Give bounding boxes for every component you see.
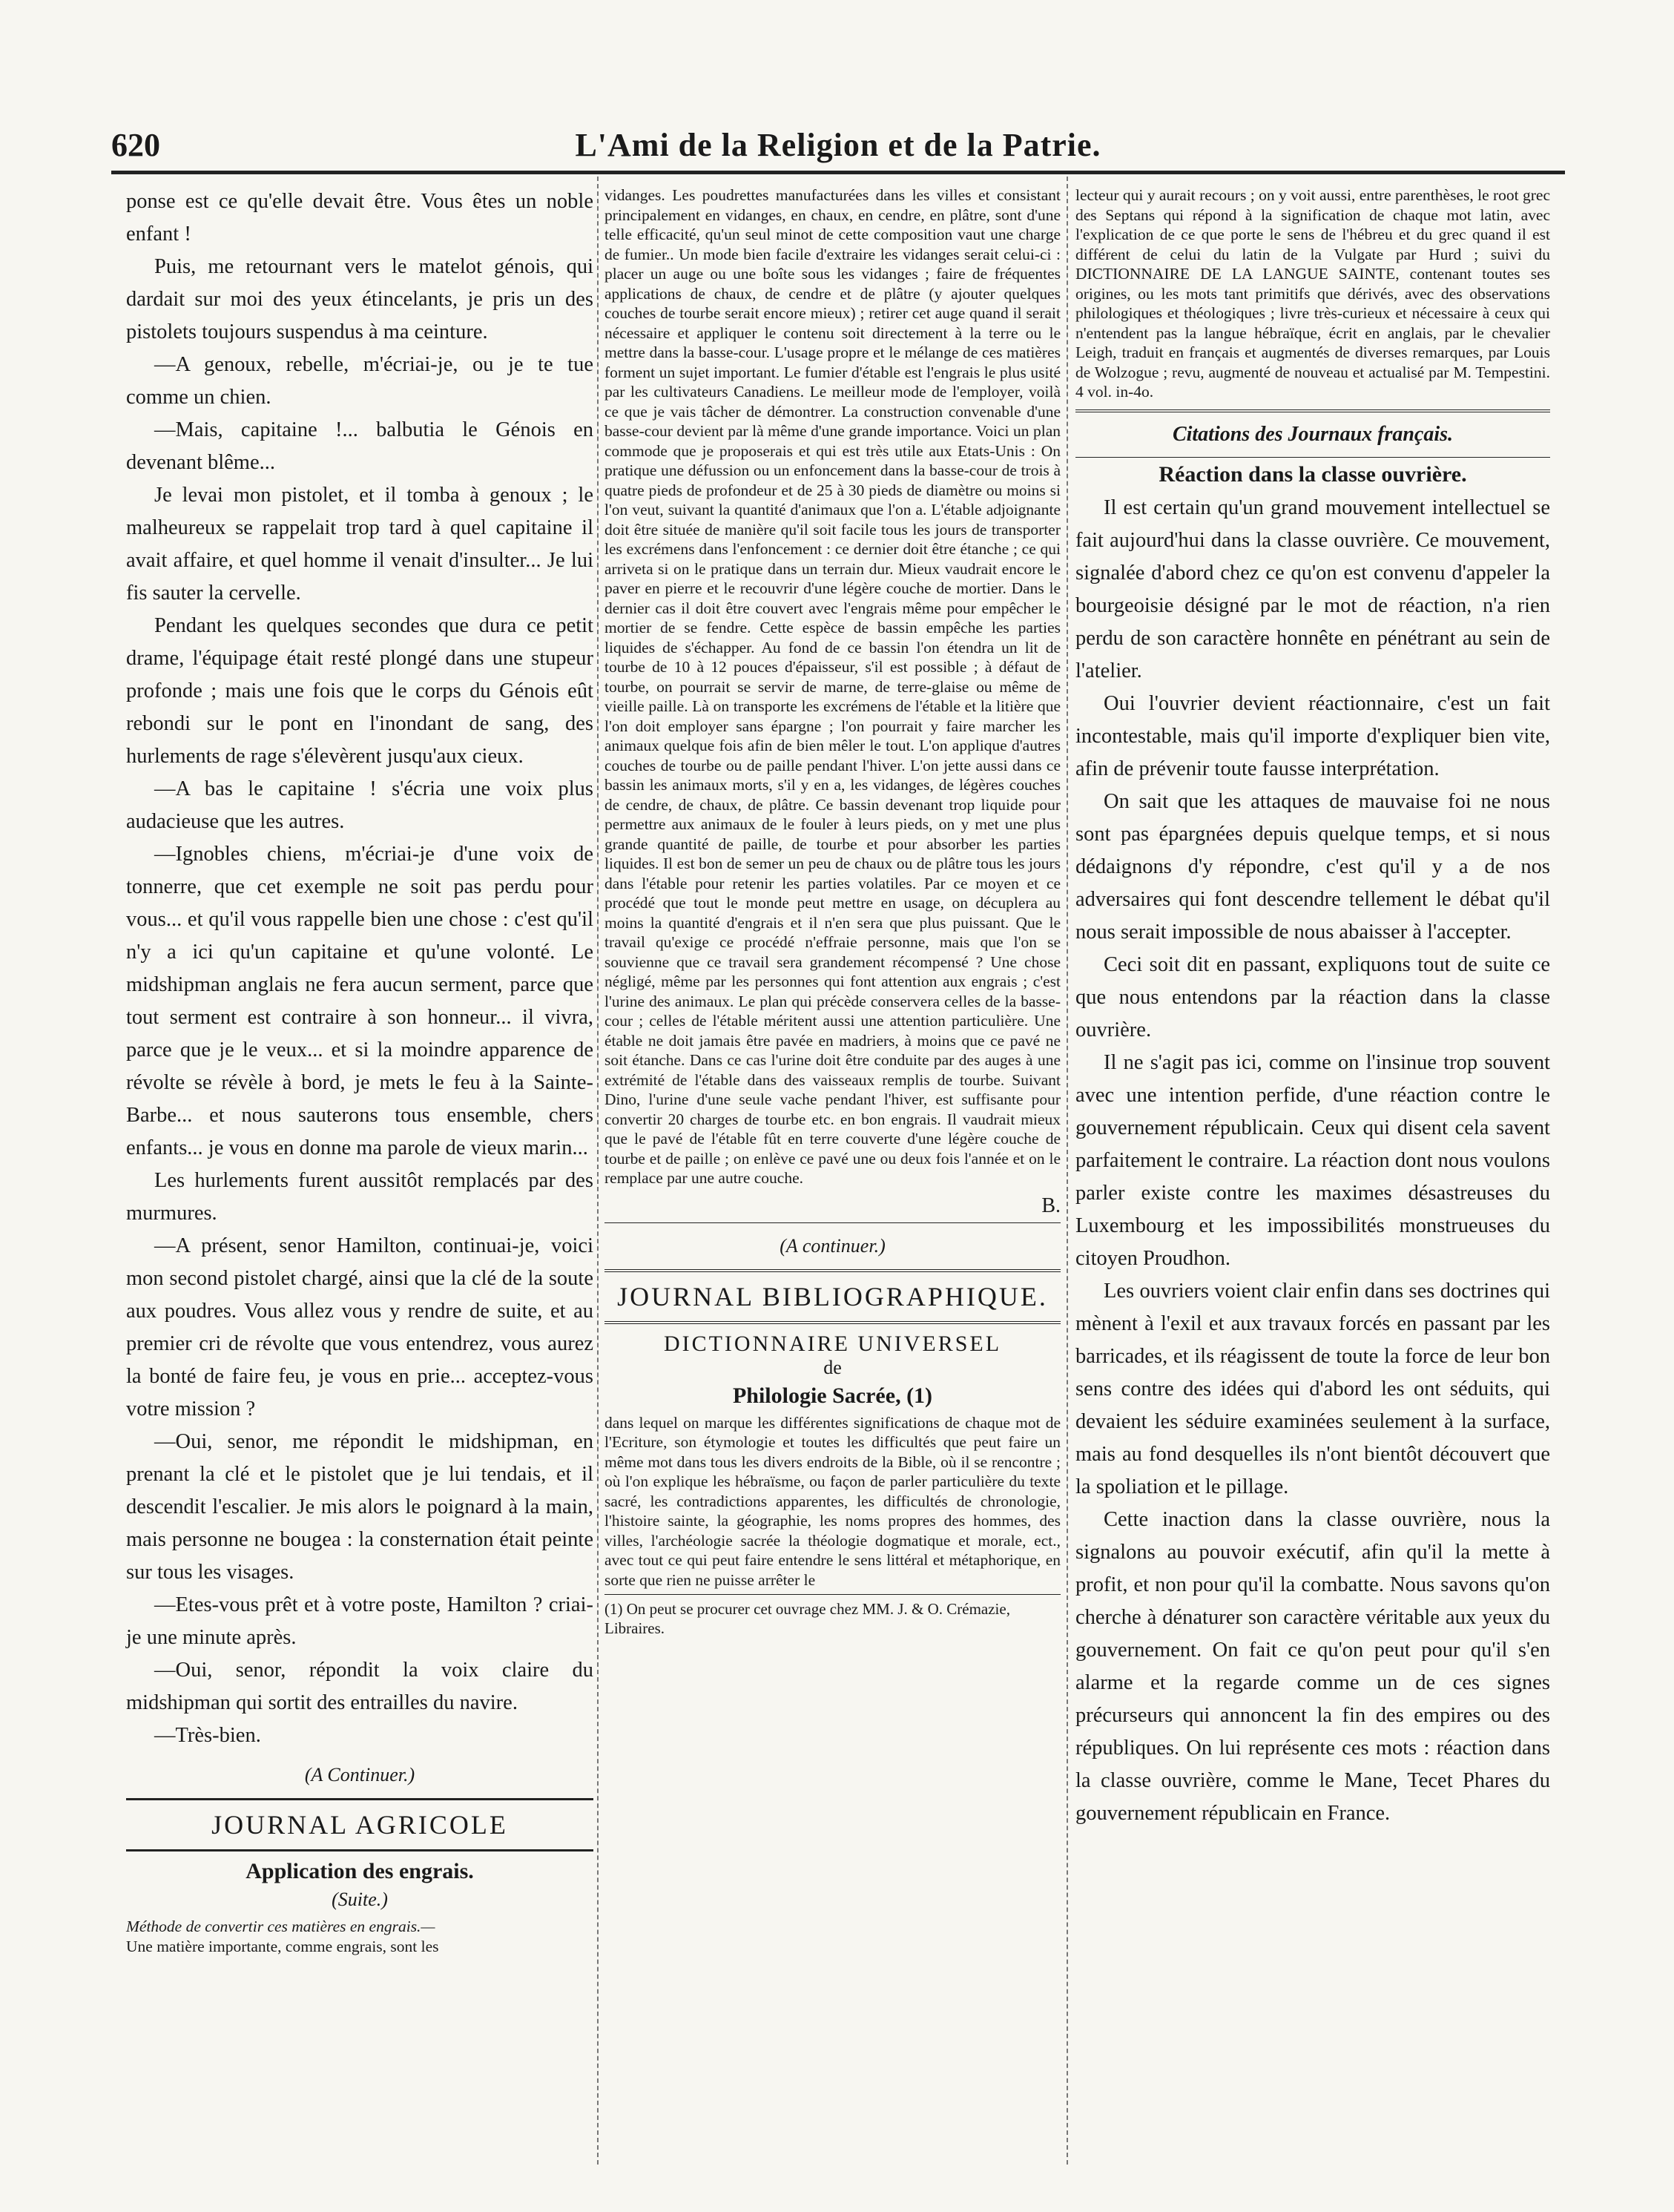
- article-text: [1075, 492, 1550, 1830]
- paragraph: lecteur qui y aurait recours ; on y voit aussi, entre parenthèses, le root grec des Septans qui répond à la signification de chaque mot latin, avec l'explication de ce que porte le sens de l'hébreu et du grec quand il est différent de celui du latin de la Vulgate par Hurd ; suivi du DICTIONNAIRE DE LA LANGUE SAINTE, contenant toutes ses origines, ou les mots tant primitifs que dérivés, avec des observations philologiques et théologiques ; livre très-curieux et nécessaire à ceux qui n'entendent pas la langue hébraïque, écrit en anglais, par le chevalier Leigh, traduit en français et augmentés de diverses remarques, par Louis de Wolzogue ; revu, augmenté de nouveau et actualisé par M. Tempestini. 4 vol. in-4o.: [1075, 186, 1550, 401]
- section-title-agricole: JOURNAL AGRICOLE: [211, 1810, 508, 1840]
- paragraph: —A genoux, rebelle, m'écriai-je, ou je te tue comme un chien.: [126, 353, 593, 409]
- page-number: 620: [111, 127, 160, 163]
- paragraph: Ceci soit dit en passant, expliquons tout de suite ce que nous entendons par la réaction dans la classe ouvrière.: [1075, 952, 1550, 1041]
- signature: B.: [1041, 1194, 1061, 1217]
- column-2: [604, 185, 1061, 1638]
- page-header: [111, 119, 1565, 171]
- section-rule: [604, 1222, 1061, 1223]
- section-rule: [1075, 409, 1550, 412]
- paragraph: Cette inaction dans la classe ouvrière, nous la signalons au pouvoir exécutif, afin qu'il la mette à profit, et non pour qu'il la combatte. Nous savons qu'on cherche à dénaturer son caractère véritable aux yeux du gouvernement. On fait ce qu'on peut pour qu'il s'en alarme et la regarde comme un de ces signes précurseurs qui annoncent la fin des empires ou des républiques. On lui représente ces mots : réaction dans la classe ouvrière, comme le Mane, Tecet Phares du gouvernement républicain en France.: [1075, 1507, 1550, 1825]
- article-text: [126, 1917, 593, 1956]
- paragraph: On sait que les attaques de mauvaise foi ne nous sont pas épargnées depuis quelque temps, et si nous dédaignons d'y répondre, c'est qu'il y a de nos adversaires qui font descendre tellement le débat qu'il nous serait impossible de nous abaisser à l'accepter.: [1075, 789, 1550, 944]
- to-be-continued: (A Continuer.): [304, 1764, 415, 1785]
- paragraph: —Mais, capitaine !... balbutia le Génois en devenant blême...: [126, 418, 593, 474]
- book-title: DICTIONNAIRE UNIVERSEL: [663, 1331, 1002, 1356]
- paragraph: ponse est ce qu'elle devait être. Vous êtes un noble enfant !: [126, 190, 593, 246]
- paragraph: Les hurlements furent aussitôt remplacés par des murmures.: [126, 1169, 593, 1225]
- footnote-rule: [604, 1594, 1061, 1595]
- paragraph: —A bas le capitaine ! s'écria une voix plus audacieuse que les autres.: [126, 777, 593, 833]
- book-description-continued: [1075, 185, 1550, 402]
- paragraph: —Ignobles chiens, m'écriai-je d'une voix de tonnerre, que cet exemple ne soit pas perdu pour vous... et qu'il vous rappelle bien une chose : c'est qu'il n'y a ici qu'un capitaine et qu'une volonté. Le midshipman anglais ne fera aucun serment, parce que tout serment est contraire à son honneur... il vivra, parce que je le veux... et si la moindre apparence de révolte se révèle à bord, je mets le feu à la Sainte-Barbe... et nous sauterons tous ensemble, chers enfants... je vous en donne ma parole de vieux marin...: [126, 843, 593, 1159]
- column-1: [126, 185, 593, 1956]
- article-line: Une matière importante, comme engrais, sont les: [126, 1937, 439, 1955]
- paragraph: —Oui, senor, répondit la voix claire du midshipman qui sortit des entrailles du navire.: [126, 1659, 593, 1714]
- section-rule: [1075, 457, 1550, 458]
- footnote: (1) On peut se procurer cet ouvrage chez MM. J. & O. Crémazie, Libraires.: [604, 1600, 1010, 1637]
- paragraph: Pendant les quelques secondes que dura ce petit drame, l'équipage était resté plongé dans une stupeur profonde ; mais une fois que le corps du Génois eût rebondi sur le pont en l'inondant de sang, des hurlements de rage s'élevèrent jusqu'aux cieux.: [126, 614, 593, 768]
- header-rule: [111, 171, 1565, 174]
- article-subtitle: (Suite.): [332, 1889, 388, 1910]
- book-title-de: de: [823, 1356, 842, 1378]
- paragraph: Je levai mon pistolet, et il tomba à genoux ; le malheureux se rappelait trop tard à quel capitaine il avait affaire, et quel homme il venait d'insulter... Je lui fis sauter la cervelle.: [126, 484, 593, 605]
- paragraph: Oui l'ouvrier devient réactionnaire, c'est un fait incontestable, mais qu'il importe d'expliquer bien vite, afin de prévenir toute fausse interprétation.: [1075, 691, 1550, 780]
- to-be-continued: (A continuer.): [780, 1234, 886, 1257]
- agricole-text: [604, 185, 1061, 1188]
- paragraph: Les ouvriers voient clair enfin dans ses doctrines qui mènent à l'exil et aux travaux forcés en passant par les barricades, et ils réagissent de toute la force de leur bon sens contre des idées qui d'abord les ont séduits, qui devaient les séduire examinées seulement à la surface, mais au fond desquelles ils n'ont bientôt découvert que la spoliation et le pillage.: [1075, 1279, 1550, 1498]
- article-title: Réaction dans la classe ouvrière.: [1159, 461, 1467, 487]
- paragraph: Il ne s'agit pas ici, comme on l'insinue trop souvent avec une intention perfide, d'une réaction contre le gouvernement républicain. Ceux qui disent cela savent parfaitement le contraire. La réaction dont nous voulons parler existe contre les maximes désastreuses du Luxembourg et les impossibilités monstrueuses du citoyen Proudhon.: [1075, 1050, 1550, 1270]
- book-subtitle: Philologie Sacrée, (1): [732, 1383, 933, 1408]
- book-description: [604, 1413, 1061, 1590]
- paragraph: vidanges. Les poudrettes manufacturées dans les villes et consistant principalement en vidanges, en chaux, en cendre, en plâtre, sont d'une telle efficacité, qu'un seul minot de cette composition vaut une charge de fumier.. Un mode bien facile d'extraire les vidanges serait celui-ci : placer un auge ou une boîte sous les vidanges ; faire de fréquentes applications de chaux, de cendre et de plâtre (y ajouter quelques couches de tourbe serait encore mieux) ; retirer cet auge quand il serait nécessaire et appliquer le contenu soit directement à la terre ou le mettre dans la basse-cour. L'usage propre et le mélange de ces matières forment un sujet important. Le fumier d'étable est l'engrais le plus usité par les cultivateurs Canadiens. Le meilleur mode de l'employer, voilà ce que je vais tâcher de démontrer. La construction convenable d'une basse-cour devient par là même d'une grande importance. Voici un plan commode que je proposerais et qui est très utile aux Etats-Unis : On pratique une défussion ou un enfoncement dans la basse-cour de trois à quatre pieds de profondeur et de 25 à 30 pieds de diamètre ou moins si l'on veut, suivant la quantité d'animaux que l'on a. L'étable adjoignante doit être située de manière qu'il soit facile tous les jours de transporter les excrémens dans l'enfoncement : ce dernier doit être étanche ; ce qui arriveta si on le pratique dans un terrain dur. Mieux vaudrait encore le paver en pierre et le recouvrir d'une légère couche de mortier. Dans le dernier cas il doit être couvert avec l'engrais même pour empêcher le mortier de se fendre. Cette espèce de bassin empêche les parties liquides de s'échapper. Au fond de ce bassin l'on étendra un lit de tourbe de 10 à 12 pouces d'épaisseur, s'il est possible ; à défaut de tourbe, on pourrait se servir de marne, de terre-glaise ou même de vieille paille. Là on transporte les excrémens de l'étable et la litière que l'on doit employer sans épargne ; l'on pourrait y faire marcher les animaux quelque fois afin de bien mêler le tout. L'on applique d'autres couches de tourbe ou de paille pendant l'hiver. L'on jette aussi dans ce bassin les animaux morts, s'il y en a, les vidanges, de légères couches de cendre, de chaux, de plâtre. Ce bassin devenant trop liquide pour permettre aux animaux de le fouler à leurs pieds, on y met une plus grande quantité de paille, de tourbe et pour absorber les parties liquides. Il est bon de semer un peu de chaux ou de plâtre tous les jours dans l'étable pour retenir les parties volatiles. Par ce moyen et ce procédé que tout le monde peut mettre en usage, on décuplera au moins la quantité d'engrais et il n'en sera que plus puissant. Que le travail qu'exige ce procédé n'effraie personne, mais que l'on se souvienne que ce travail sera grandement récompensé ? Une chose négligé, même par les personnes qui font attention aux engrais ; c'est l'urine des animaux. Le plan qui précède conservera celles de la basse-cour ; celles de l'étable méritent aussi une attention particulière. Une étable ne doit jamais être pavée en madriers, à moins que ce pavé ne soit étanche. Dans ce cas l'urine doit être conduite par des auges à une extrémité de l'étable dans des vaisseaux remplis de tourbe. Suivant Dino, l'urine d'une seule vache pendant l'hiver, est suffisante pour convertir 20 charges de tourbe etc. en bon engrais. Il vaudrait mieux que le pavé de l'étable fût en terre couverte d'une légère couche de tourbe et de paille ; on enlève ce pavé une ou deux fois l'année et on le remplace par une autre couche.: [604, 186, 1061, 1187]
- paragraph: —Etes-vous prêt et à votre poste, Hamilton ? criai-je une minute après.: [126, 1593, 593, 1649]
- paragraph: dans lequel on marque les différentes significations de chaque mot de l'Ecriture, son étymologie et toutes les difficultés que peut faire un même mot dans tous les divers endroits de la Bible, où il se rencontre ; où l'on explique les hébraïsme, ou façon de parler particulière du texte sacré, les contradictions apparentes, les difficultés de chronologie, l'histoire sainte, la géographie, les noms propres des hommes, des villes, l'archéologie sacrée la théologie dogmatique et morale, ect., avec tout ce qui peut faire entendre le sens littéral et métaphorique, en sorte que rien ne puisse arrêter le: [604, 1413, 1061, 1589]
- paragraph: Puis, me retournant vers le matelot génois, qui dardait sur moi des yeux étincelants, je pris un des pistolets toujours suspendus à ma ceinture.: [126, 255, 593, 343]
- paragraph: —A présent, senor Hamilton, continuai-je, voici mon second pistolet chargé, ainsi que la clé de la soute aux poudres. Vous allez vous y rendre de suite, et au premier cri de révolte que vous entendrez, vous aurez la bonté de faire feu, je vous en prie... acceptez-vous votre mission ?: [126, 1234, 593, 1421]
- section-title-citations: Citations des Journaux français.: [1172, 422, 1454, 446]
- section-rule: [126, 1849, 593, 1851]
- section-rule: [604, 1321, 1061, 1324]
- section-title-bibliographique: JOURNAL BIBLIOGRAPHIQUE.: [617, 1281, 1048, 1311]
- article-line: Méthode de convertir ces matières en engrais.—: [126, 1918, 435, 1935]
- column-3: [1075, 185, 1550, 1830]
- paragraph: —Oui, senor, me répondit le midshipman, en prenant la clé et le pistolet que je lui tendais, et il descendit l'escalier. Je mis alors le poignard à la main, mais personne ne bougea : la consternation était peinte sur tous les visages.: [126, 1430, 593, 1584]
- column-divider: [597, 177, 599, 2165]
- section-rule: [126, 1798, 593, 1800]
- article-title: Application des engrais.: [246, 1859, 474, 1883]
- paragraph: —Très-bien.: [154, 1724, 261, 1747]
- section-rule: [604, 1269, 1061, 1272]
- paragraph: Il est certain qu'un grand mouvement intellectuel se fait aujourd'hui dans la classe ouvrière. Ce mouvement, signalée d'abord chez ce qu'on est convenu d'appeler la bourgeoisie désigné par le mot de réaction, n'a rien perdu de son caractère honnête en pénétrant au sein de l'atelier.: [1075, 496, 1550, 682]
- story-text: [126, 185, 593, 1752]
- running-title: L'Ami de la Religion et de la Patrie.: [575, 127, 1101, 163]
- column-divider: [1067, 177, 1068, 2165]
